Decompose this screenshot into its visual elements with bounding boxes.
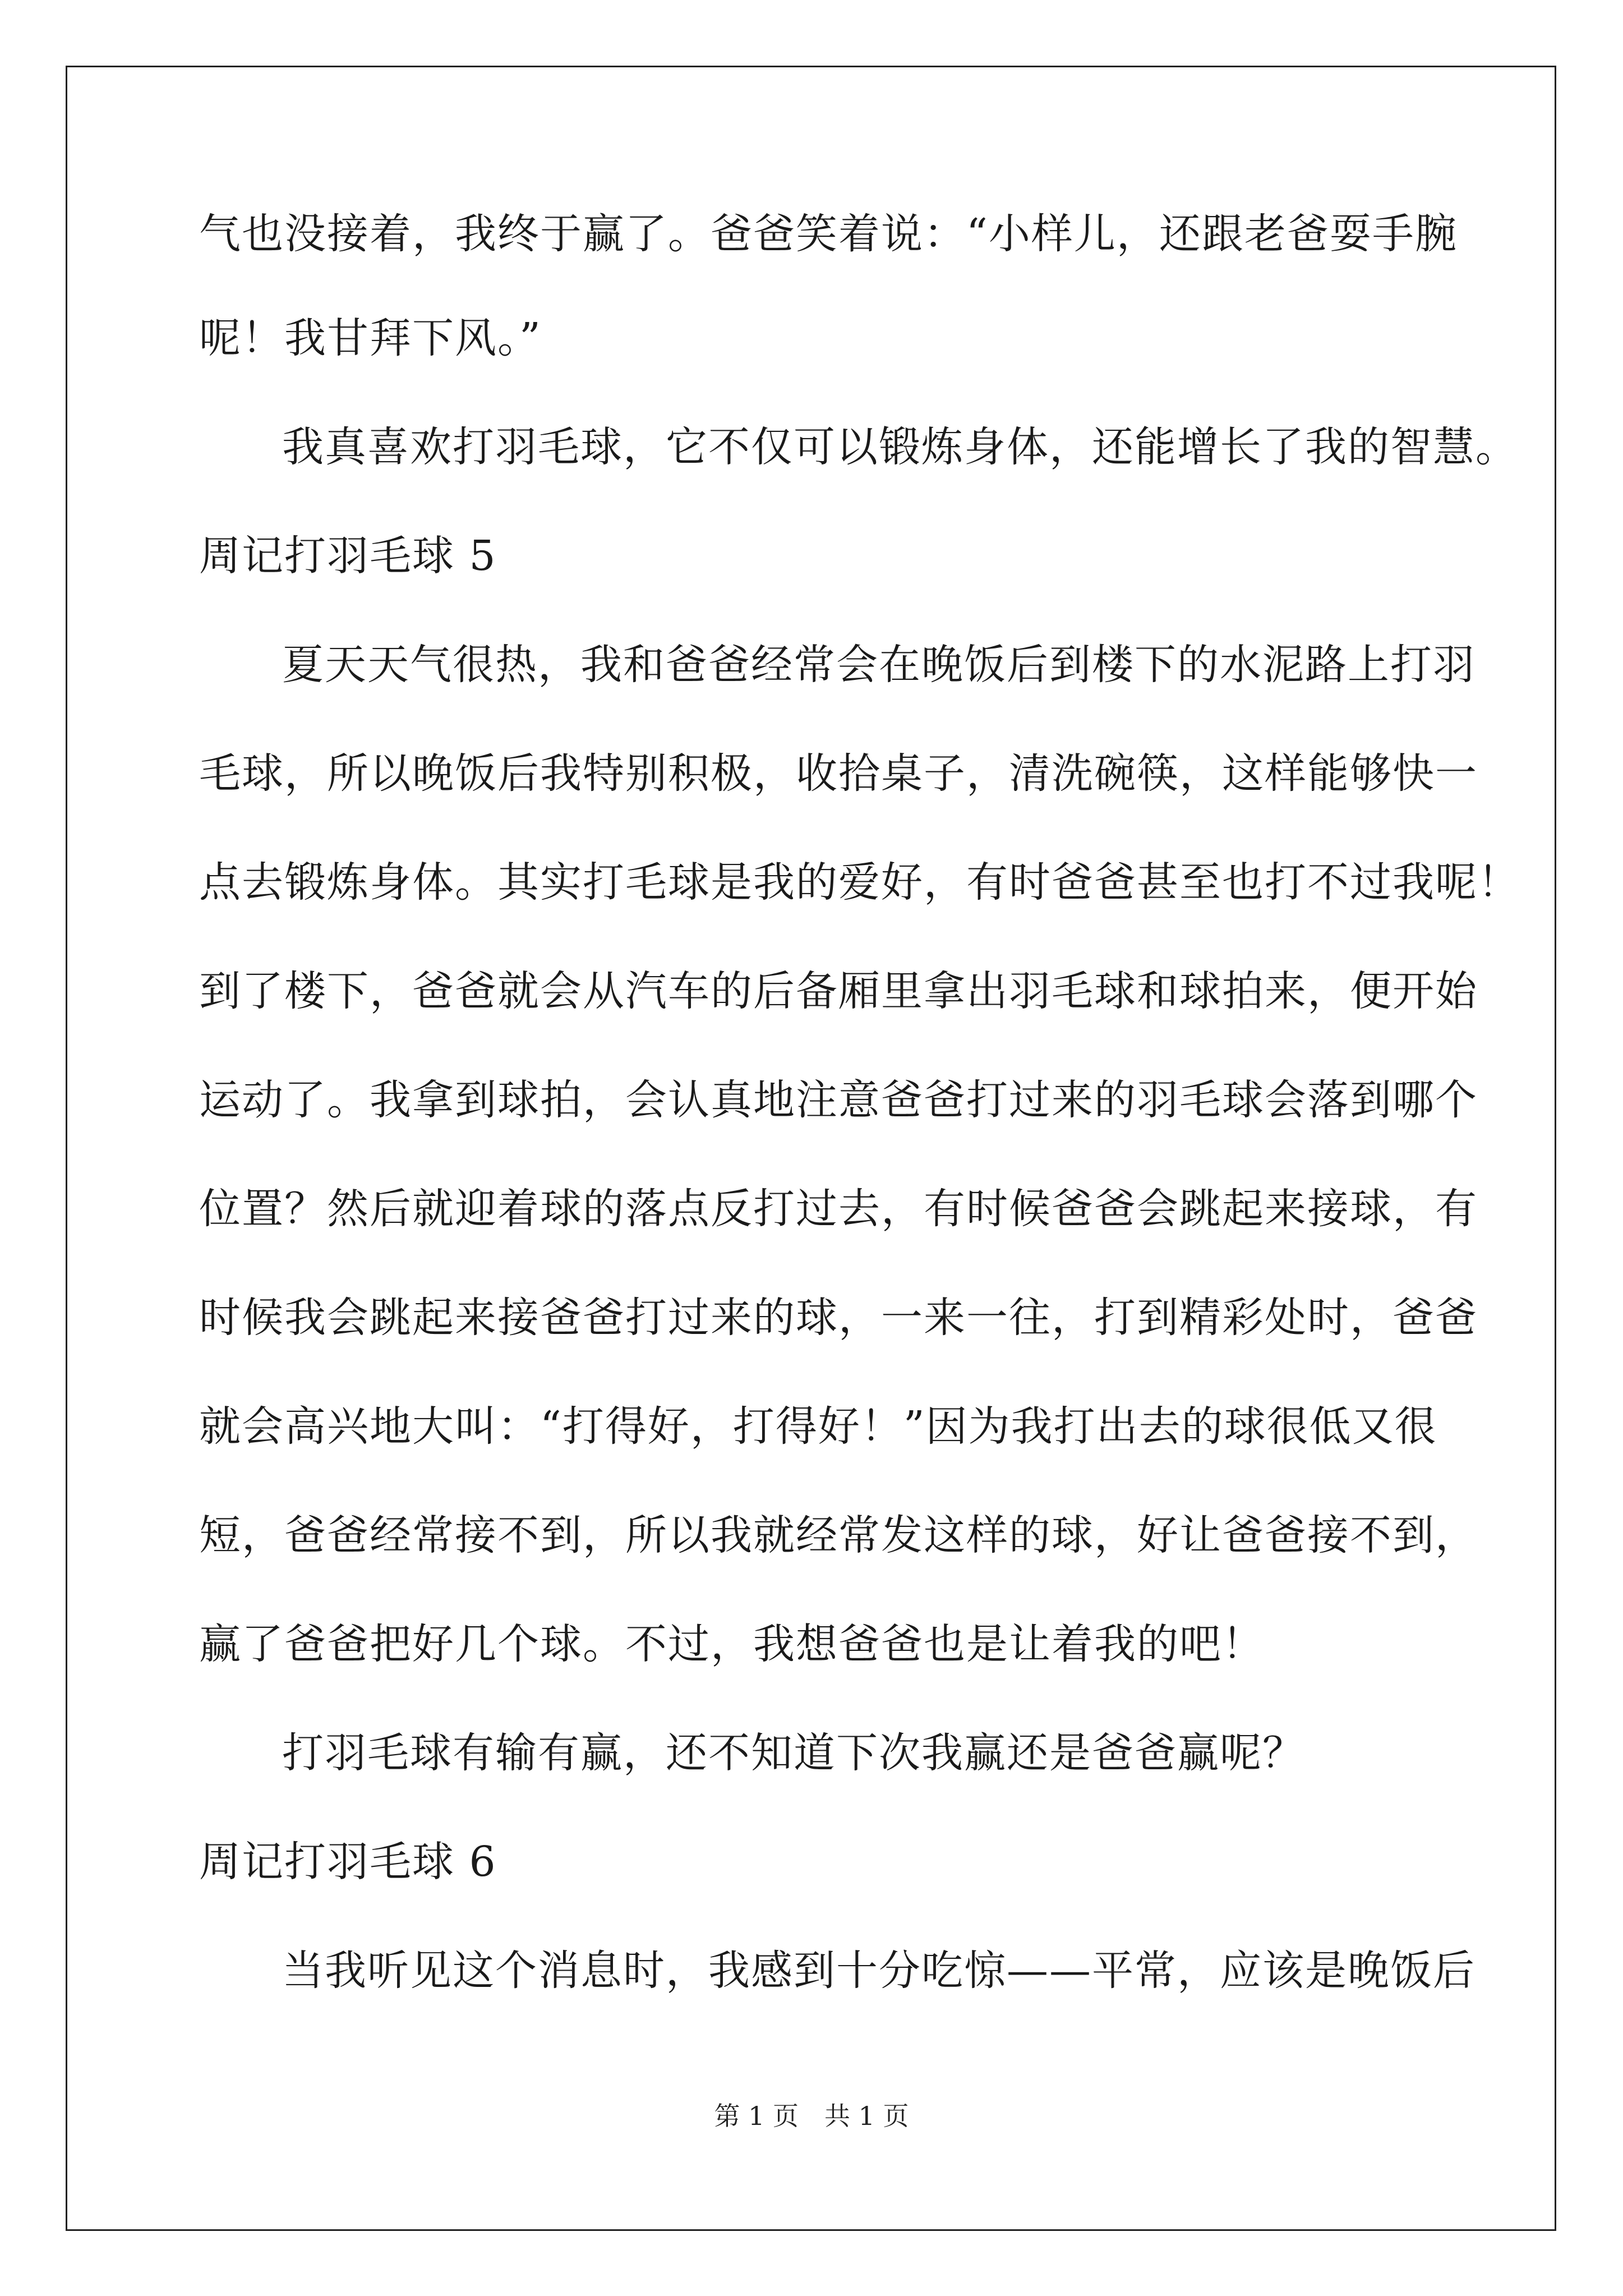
paragraph-line: 赢了爸爸把好几个球。不过，我想爸爸也是让着我的吧！ [199, 1620, 1265, 1668]
paragraph-line: 时候我会跳起来接爸爸打过来的球，一来一往，打到精彩处时，爸爸 [199, 1294, 1478, 1342]
page-border [66, 66, 1556, 2231]
section-heading-6: 周记打羽毛球 6 [199, 1838, 497, 1886]
paragraph-line: 短，爸爸经常接不到，所以我就经常发这样的球，好让爸爸接不到， [199, 1511, 1478, 1559]
paragraph-line: 夏天天气很热，我和爸爸经常会在晚饭后到楼下的水泥路上打羽 [282, 641, 1476, 689]
paragraph-line: 我真喜欢打羽毛球，它不仅可以锻炼身体，还能增长了我的智慧。 [282, 423, 1518, 471]
paragraph-line: 位置？然后就迎着球的落点反打过去，有时候爸爸会跳起来接球，有 [199, 1185, 1478, 1233]
paragraph-line: 毛球，所以晚饭后我特别积极，收拾桌子，清洗碗筷，这样能够快一 [199, 749, 1478, 798]
paragraph-line: 到了楼下，爸爸就会从汽车的后备厢里拿出羽毛球和球拍来，便开始 [199, 967, 1478, 1015]
paragraph-line: 呢！我甘拜下风。” [199, 314, 542, 362]
section-heading-5: 周记打羽毛球 5 [199, 532, 497, 580]
paragraph-line: 就会高兴地大叫：“打得好，打得好！”因为我打出去的球很低又很 [199, 1402, 1437, 1451]
paragraph-line: 运动了。我拿到球拍，会认真地注意爸爸打过来的羽毛球会落到哪个 [199, 1076, 1478, 1124]
paragraph-line: 当我听见这个消息时，我感到十分吃惊——平常，应该是晚饭后 [282, 1947, 1476, 1995]
paragraph-line: 打羽毛球有输有赢，还不知道下次我赢还是爸爸赢呢？ [282, 1729, 1305, 1777]
paragraph-line: 点去锻炼身体。其实打毛球是我的爱好，有时爸爸甚至也打不过我呢！ [199, 858, 1520, 907]
page-number-footer: 第 1 页 共 1 页 [714, 2101, 909, 2131]
paragraph-line: 气也没接着，我终于赢了。爸爸笑着说：“小样儿，还跟老爸耍手腕 [199, 210, 1458, 258]
